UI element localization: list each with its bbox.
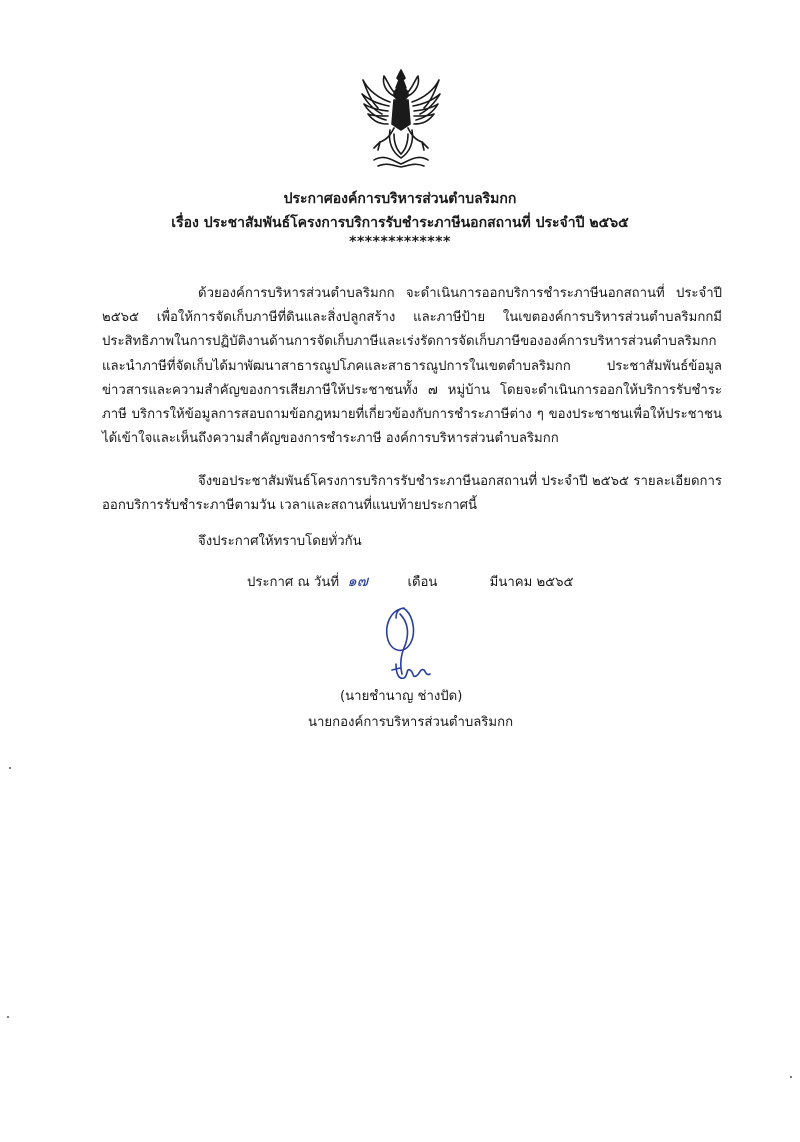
month-label: เดือน bbox=[407, 575, 438, 590]
date-prefix: ประกาศ ณ วันที่ bbox=[247, 575, 340, 590]
signer-position: นายกองค์การบริหารส่วนตำบลริมกก bbox=[308, 715, 514, 730]
handwritten-day: ๑๗ bbox=[347, 572, 369, 590]
body-paragraph-1 bbox=[102, 282, 722, 451]
announcement-date bbox=[247, 569, 574, 595]
signer-name: (นายชำนาญ ช่างปัด) bbox=[340, 689, 463, 704]
handwritten-signature-icon bbox=[370, 604, 450, 684]
garuda-emblem-icon bbox=[360, 68, 442, 168]
announcement-subject: เรื่อง ประชาสัมพันธ์โครงการบริการรับชำระภาษีนอกสถานที่ ประจำปี ๒๕๖๕ bbox=[171, 215, 629, 231]
body-paragraph-1-text: ด้วยองค์การบริหารส่วนตำบลริมกก จะดำเนินการออกบริการชำระภาษีนอกสถานที่ ประจำปี ๒๕๖๕ เพื่อให้การจัดเก็บภาษีที่ดินและสิ่งปลูกสร้าง และภาษีป้าย ในเขตองค์การบริหารส่วนตำบลริมกกมีประสิทธิภาพในการปฏิบัติงานด้านการจัดเก็บภาษีและเร่งรัดการจัดเก็บภาษีขององค์การบริหารส่วนตำบลริมกก และนำภาษีที่จัดเก็บได้มาพัฒนาสาธารณูปโภคและสาธารณูปการในเขตตำบลริมกก ประชาสัมพันธ์ข้อมูลข่าวสารและความสำคัญของการเสียภาษีให้ประชาชนทั้ง ๗ หมู่บ้าน โดยจะดำเนินการออกให้บริการรับชำระภาษี บริการให้ข้อมูลการสอบถามข้อกฎหมายที่เกี่ยวข้องกับการชำระภาษีต่าง ๆ ของประชาชนเพื่อให้ประชาชนได้เข้าใจและเห็นถึงความสำคัญของการชำระภาษี องค์การบริหารส่วนตำบลริมกก bbox=[102, 286, 722, 447]
body-paragraph-2 bbox=[102, 470, 722, 518]
scan-speck bbox=[790, 1076, 792, 1078]
announcement-title: ประกาศองค์การบริหารส่วนตำบลริมกก bbox=[283, 191, 517, 207]
title-separator: ************* bbox=[349, 234, 451, 250]
month-year: มีนาคม ๒๕๖๕ bbox=[489, 575, 574, 590]
body-paragraph-2-text: จึงขอประชาสัมพันธ์โครงการบริการรับชำระภาษีนอกสถานที่ ประจำปี ๒๕๖๕ รายละเอียดการออกบริการรับชำระภาษีตามวัน เวลาและสถานที่แนบท้ายประกาศนี้ bbox=[102, 474, 722, 514]
scan-speck bbox=[7, 1016, 9, 1018]
closing-statement: จึงประกาศให้ทราบโดยทั่วกัน bbox=[198, 534, 362, 549]
scan-speck bbox=[9, 767, 11, 769]
